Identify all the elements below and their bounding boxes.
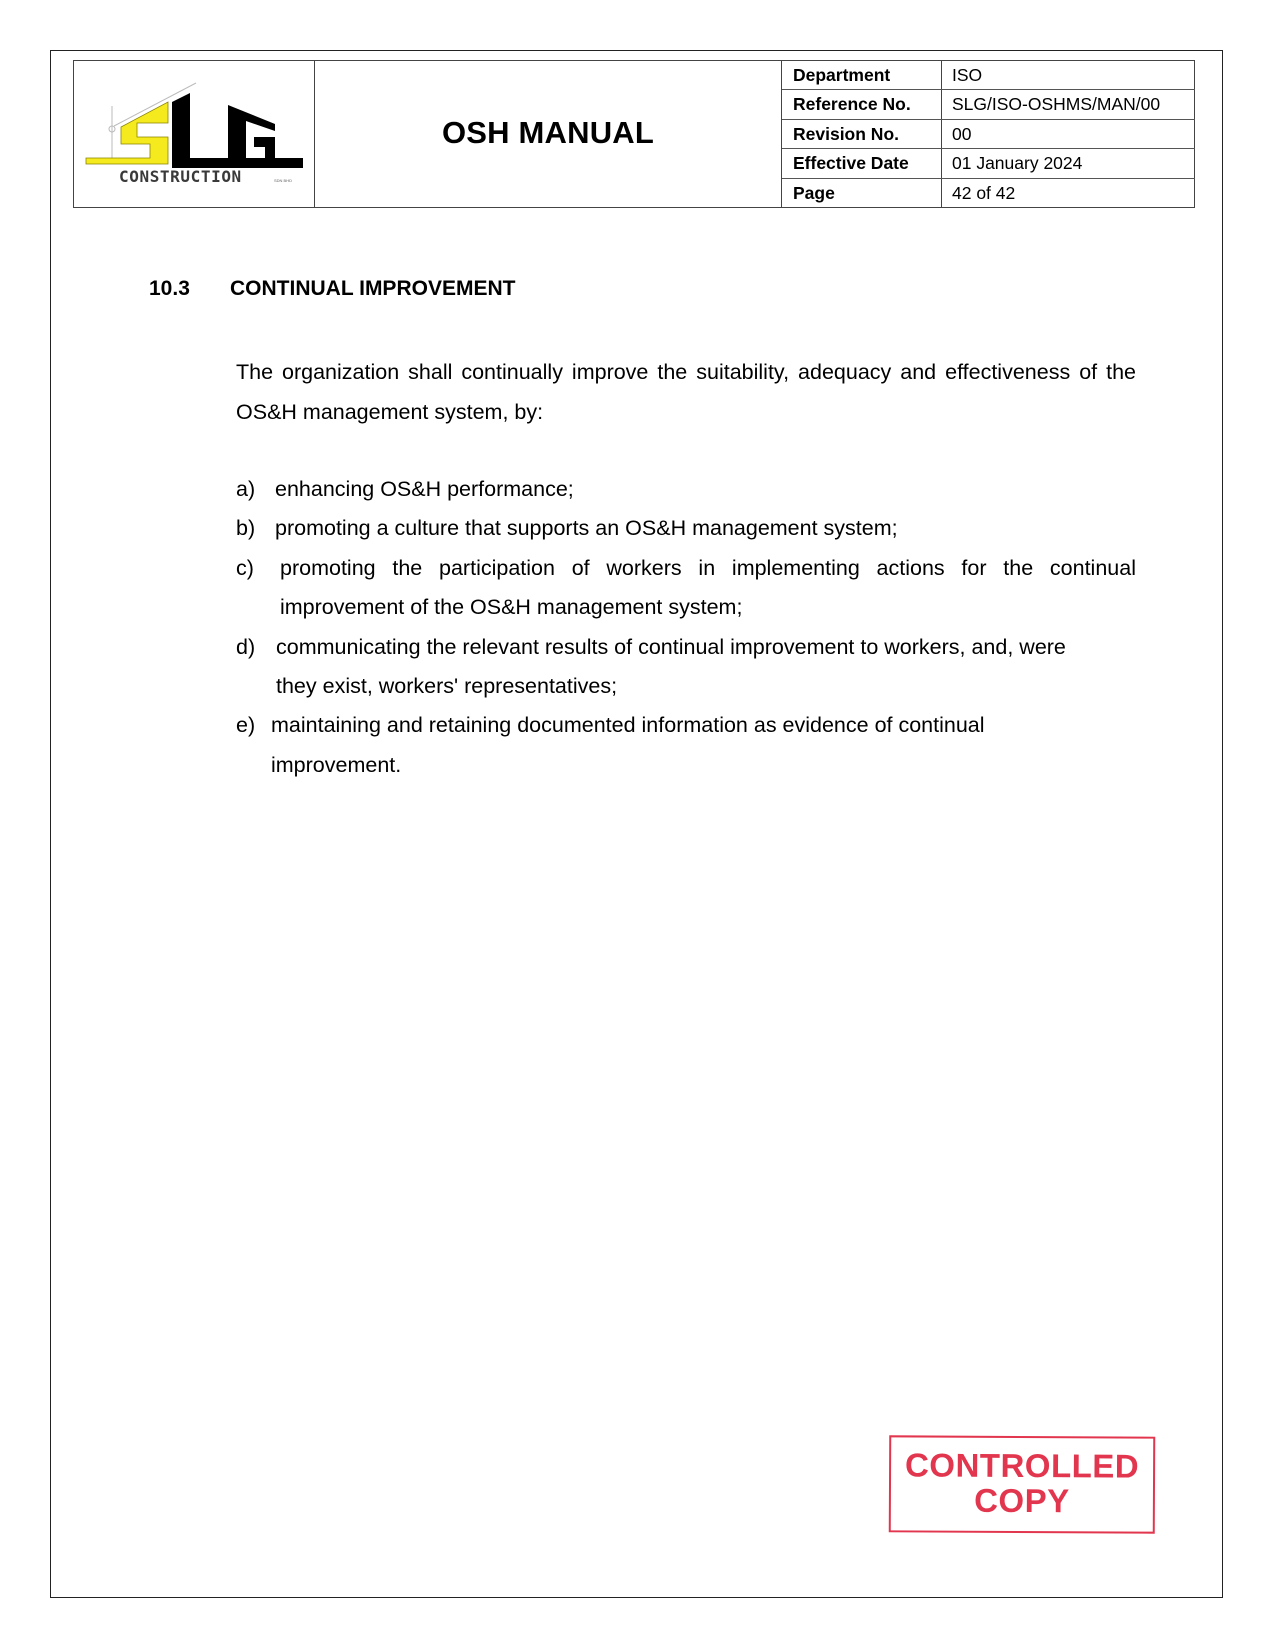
stamp-line-1: CONTROLLED (904, 1446, 1140, 1485)
meta-label: Department (782, 61, 942, 89)
meta-row-revision (782, 120, 1195, 149)
meta-row-page (782, 179, 1195, 208)
list-item-text: promoting a culture that supports an OS&H management system; (275, 516, 898, 541)
list-item-label: a) (236, 477, 256, 501)
list-item (236, 549, 1136, 628)
meta-label: Page (782, 179, 942, 208)
page-border (50, 50, 1223, 1598)
slg-construction-logo-icon (74, 61, 314, 207)
controlled-copy-stamp (889, 1435, 1156, 1533)
improvement-list (236, 470, 1136, 785)
logo-cell (74, 61, 315, 207)
meta-value: 00 (952, 123, 972, 144)
section-heading: CONTINUAL IMPROVEMENT (230, 277, 516, 300)
list-item (236, 509, 1136, 548)
meta-value: SLG/ISO-OSHMS/MAN/00 (952, 94, 1161, 115)
list-item (236, 628, 1096, 707)
stamp-line-2: COPY (974, 1481, 1070, 1520)
svg-text:CONSTRUCTION: CONSTRUCTION (119, 167, 242, 186)
section-number: 10.3 (149, 277, 190, 300)
meta-value: 01 January 2024 (952, 153, 1083, 174)
meta-label: Revision No. (782, 120, 942, 148)
meta-row-reference (782, 90, 1195, 119)
list-item-text: promoting the participation of workers in implementing actions for the continual improvement of the OS&H management system; (280, 555, 1136, 620)
meta-row-effective-date (782, 149, 1195, 178)
document-header-table (73, 60, 1195, 208)
list-item-label: b) (236, 516, 256, 541)
list-item-text: enhancing OS&H performance; (275, 477, 574, 501)
list-item-text: communicating the relevant results of continual improvement to workers, and, were they exist, workers' representatives; (276, 634, 1066, 699)
svg-text:SDN BHD: SDN BHD (274, 178, 293, 183)
list-item-text: maintaining and retaining documented information as evidence of continual improvement. (271, 713, 985, 777)
list-item (236, 706, 1026, 785)
section-intro-paragraph: The organization shall continually improve the suitability, adequacy and effectiveness of the OS&H management system, by: (236, 360, 1136, 424)
meta-value: ISO (952, 65, 983, 85)
meta-label: Effective Date (782, 149, 942, 177)
meta-label: Reference No. (782, 90, 942, 118)
document-title: OSH MANUAL (441, 114, 655, 150)
list-item-label: d) (236, 634, 256, 659)
meta-row-department (782, 61, 1195, 90)
list-item-label: e) (236, 713, 256, 738)
document-meta-table (782, 61, 1195, 207)
document-title-cell (315, 61, 782, 207)
list-item (236, 470, 1136, 509)
meta-value: 42 of 42 (952, 182, 1016, 203)
list-item-label: c) (236, 555, 254, 580)
